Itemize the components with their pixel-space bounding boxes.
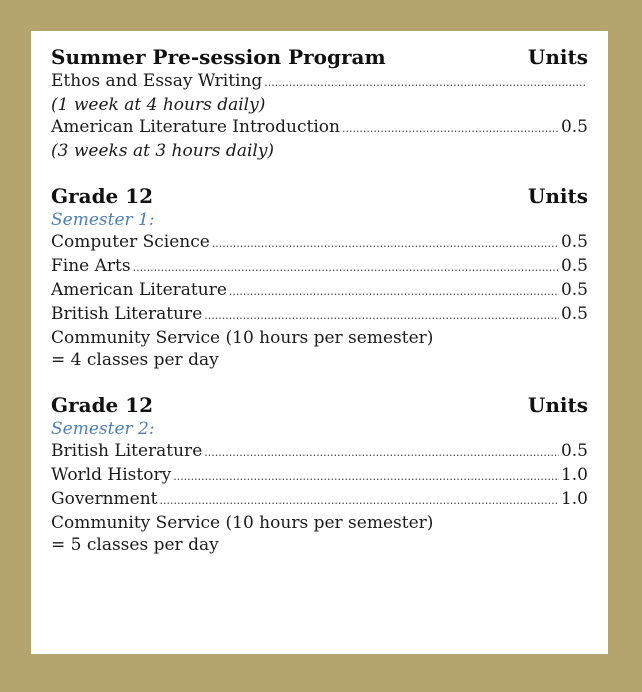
dot-leader bbox=[264, 72, 586, 94]
course-row bbox=[51, 464, 588, 488]
course-units: 0.5 bbox=[560, 256, 588, 276]
grade12-semester2-section bbox=[51, 393, 588, 556]
course-units: 0.5 bbox=[560, 304, 588, 324]
grade12-s2-header bbox=[51, 393, 588, 418]
course-row bbox=[51, 279, 588, 303]
course-row bbox=[51, 303, 588, 327]
dot-leader bbox=[173, 466, 559, 488]
dot-leader bbox=[160, 490, 559, 512]
community-service-line: Community Service (10 hours per semester) bbox=[51, 328, 434, 348]
semester-label: Semester 1: bbox=[51, 210, 155, 230]
course-row bbox=[51, 255, 588, 279]
course-units: 1.0 bbox=[560, 489, 588, 509]
course-units: 0.5 bbox=[560, 232, 588, 252]
grade12-s2-units-label: Units bbox=[527, 393, 588, 417]
summer-header bbox=[51, 45, 588, 70]
course-name: British Literature bbox=[51, 304, 203, 324]
dot-leader bbox=[229, 281, 559, 303]
course-units: 1.0 bbox=[560, 465, 588, 485]
course-row bbox=[51, 440, 588, 464]
course-name: Ethos and Essay Writing bbox=[51, 71, 263, 91]
course-note: (1 week at 4 hours daily) bbox=[51, 95, 266, 115]
course-name: Computer Science bbox=[51, 232, 210, 252]
classes-per-day: = 4 classes per day bbox=[51, 350, 219, 370]
semester-label: Semester 2: bbox=[51, 419, 155, 439]
course-row bbox=[51, 70, 588, 94]
course-name: Fine Arts bbox=[51, 256, 131, 276]
grade12-s1-header bbox=[51, 184, 588, 209]
course-units: 0.5 bbox=[560, 441, 588, 461]
grade12-s1-units-label: Units bbox=[527, 184, 588, 208]
grade12-s1-title: Grade 12 bbox=[51, 184, 154, 208]
course-name: American Literature Introduction bbox=[51, 117, 340, 137]
course-row bbox=[51, 116, 588, 140]
course-name: American Literature bbox=[51, 280, 227, 300]
dot-leader bbox=[342, 118, 559, 140]
course-units: 0.5 bbox=[560, 280, 588, 300]
grade12-s2-title: Grade 12 bbox=[51, 393, 154, 417]
course-units: 0.5 bbox=[560, 117, 588, 137]
summer-title: Summer Pre-session Program bbox=[51, 45, 386, 69]
dot-leader bbox=[204, 442, 559, 464]
dot-leader bbox=[133, 257, 559, 279]
summer-units-label: Units bbox=[527, 45, 588, 69]
curriculum-panel bbox=[31, 31, 608, 654]
grade12-semester1-section bbox=[51, 184, 588, 371]
dot-leader bbox=[212, 233, 559, 255]
classes-per-day: = 5 classes per day bbox=[51, 535, 219, 555]
course-name: World History bbox=[51, 465, 172, 485]
dot-leader bbox=[204, 305, 559, 327]
course-note: (3 weeks at 3 hours daily) bbox=[51, 141, 275, 161]
summer-section bbox=[51, 45, 588, 162]
course-name: British Literature bbox=[51, 441, 203, 461]
course-name: Government bbox=[51, 489, 158, 509]
course-row bbox=[51, 488, 588, 512]
course-row bbox=[51, 231, 588, 255]
community-service-line: Community Service (10 hours per semester) bbox=[51, 513, 434, 533]
